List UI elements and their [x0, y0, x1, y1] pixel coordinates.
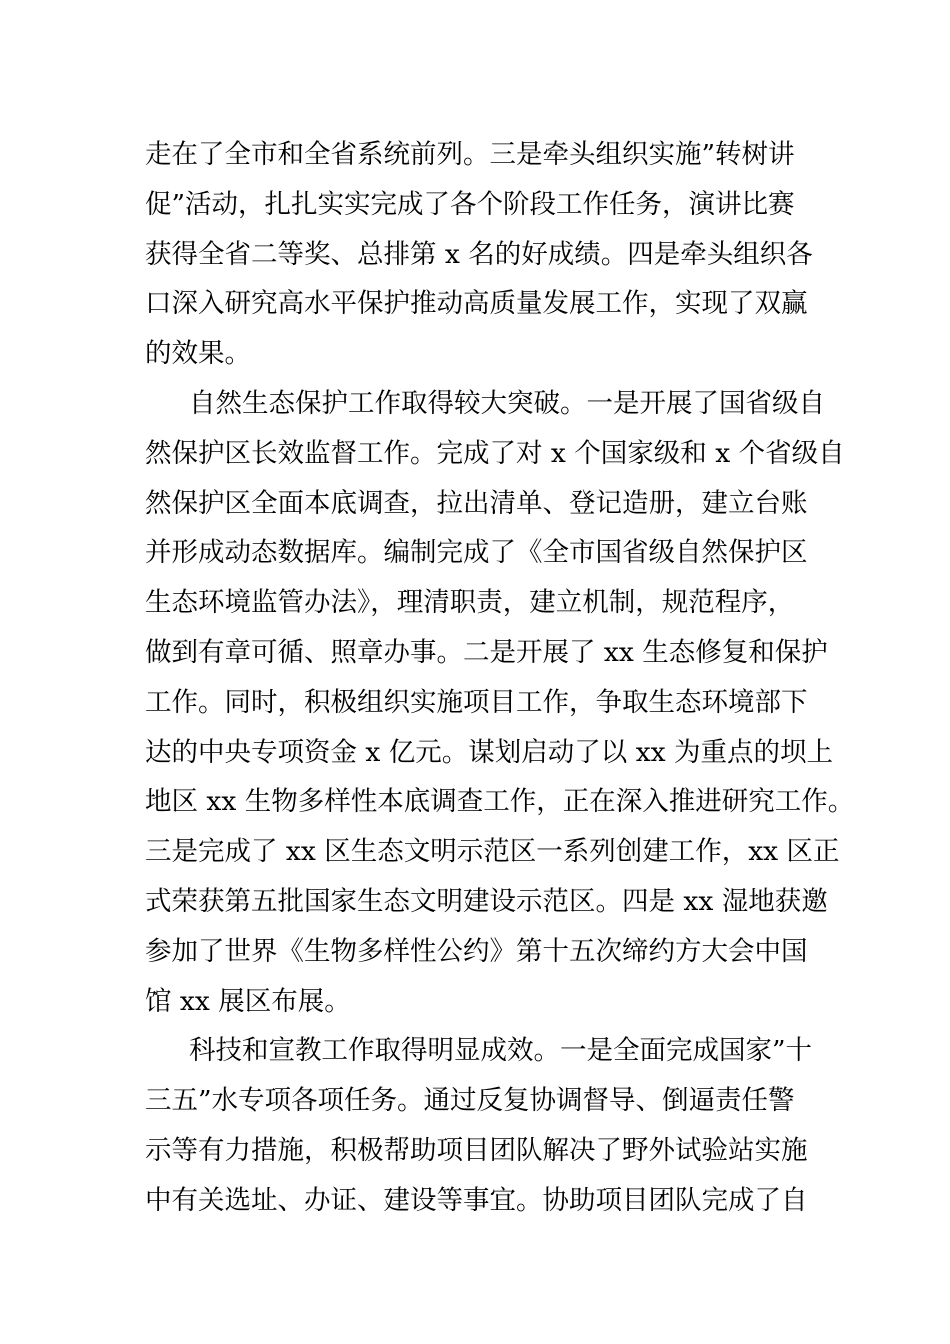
text-line: 生态环境监管办法》，理清职责，建立机制，规范程序，	[145, 587, 795, 619]
text-line: 三五”水专项各项任务。通过反复协调督导、倒逼责任警	[145, 1085, 795, 1117]
paragraph-start-line: 科技和宣教工作取得明显成效。一是全面完成国家”十	[189, 1035, 813, 1067]
text-line: 工作。同时，积极组织实施项目工作，争取生态环境部下	[145, 686, 808, 718]
text-line: 达的中央专项资金 x 亿元。谋划启动了以 xx 为重点的坝上	[145, 736, 834, 768]
text-line: 然保护区全面本底调查，拉出清单、登记造册，建立台账	[145, 487, 808, 519]
text-line: 示等有力措施，积极帮助项目团队解决了野外试验站实施	[145, 1134, 808, 1166]
text-line: 口深入研究高水平保护推动高质量发展工作，实现了双赢	[145, 288, 808, 320]
text-line: 参加了世界《生物多样性公约》第十五次缔约方大会中国	[145, 935, 808, 967]
text-line: 做到有章可循、照章办事。二是开展了 xx 生态修复和保护	[145, 636, 828, 668]
text-line: 地区 xx 生物多样性本底调查工作，正在深入推进研究工作。	[145, 786, 855, 818]
text-line: 馆 xx 展区布展。	[145, 985, 351, 1017]
text-line: 中有关选址、办证、建设等事宜。协助项目团队完成了自	[145, 1184, 808, 1216]
paragraph-start-line: 自然生态保护工作取得较大突破。一是开展了国省级自	[189, 387, 825, 419]
text-line: 式荣获第五批国家生态文明建设示范区。四是 xx 湿地获邀	[145, 885, 828, 917]
text-line: 并形成动态数据库。编制完成了《全市国省级自然保护区	[145, 537, 808, 569]
text-line: 促”活动，扎扎实实完成了各个阶段工作任务，演讲比赛	[145, 188, 795, 220]
body-text	[145, 130, 855, 1226]
text-line: 三是完成了 xx 区生态文明示范区一系列创建工作，xx 区正	[145, 836, 840, 868]
text-line: 走在了全市和全省系统前列。三是牵头组织实施”转树讲	[145, 139, 795, 170]
text-line: 然保护区长效监督工作。完成了对 x 个国家级和 x 个省级自	[145, 437, 845, 469]
text-line: 的效果。	[145, 338, 251, 370]
text-line: 获得全省二等奖、总排第 x 名的好成绩。四是牵头组织各	[145, 238, 813, 270]
